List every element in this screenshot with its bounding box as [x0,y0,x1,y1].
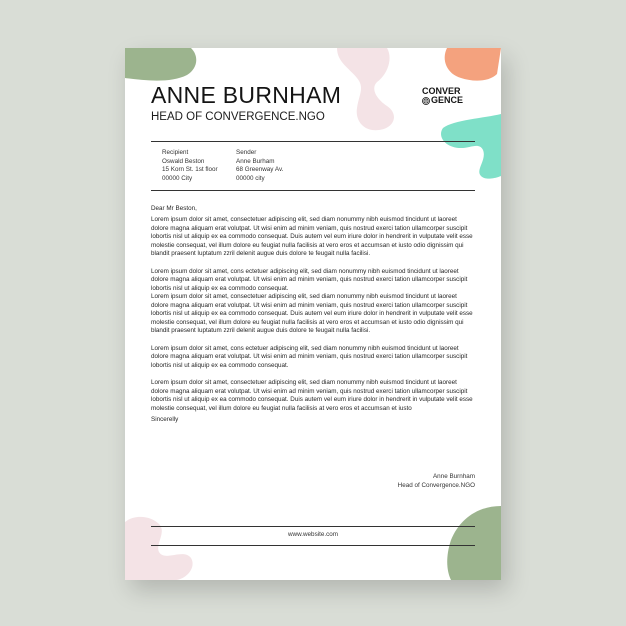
sender-street: 68 Greenway Av. [236,166,284,174]
sender-heading: Sender [236,149,257,156]
recipient-city: 00000 City [162,174,193,182]
concentric-circles-icon [422,97,430,105]
closing: Sincerelly [151,416,179,424]
sender-block [236,149,283,183]
address-rule [151,190,475,191]
greeting: Dear Mr Beston, [151,205,197,212]
convergence-logo [422,87,480,105]
logo-line-1: CONVER [422,86,461,96]
footer-website: www.website.com [287,531,339,538]
mint-squiggle-right [441,114,501,179]
sage-blob-top-left [125,48,196,81]
signature-title: Head of Convergence.NGO [397,481,475,489]
paragraph-2b: Lorem ipsum dolor sit amet, consectetuer adipiscing elit, sed diam nonummy nibh euismod tincidunt ut laoreet dolore magna aliquam erat volutpat. Ut wisi enim ad minim veniam, quis nostrud exerci tation ullamcorper suscipit lobortis nisl ut aliquip ex ea commodo consequat. Duis autem vel eum iriure dolor in hendrerit in vulputate velit esse molestie consequat, vel illum dolore eu feugiat nulla facilisis at vero eros et accumsan et iusto odio dignissim qui blandit praesent luptatum zzril delenit augue duis dolore te feugait nulla facilisi. [151,293,473,335]
paragraph-2a: Lorem ipsum dolor sit amet, cons ectetuer adipiscing elit, sed diam nonummy nibh euismod tincidunt ut laoreet dolore magna aliquam erat volutpat. Ut wisi enim ad minim veniam, quis nostrud exerci tation ullamcorper suscipit lobortis nisl ut aliquip ex ea commodo consequat. [151,267,468,292]
footer-rule-bottom [151,545,475,546]
signature-block [398,473,475,490]
paragraph-1: Lorem ipsum dolor sit amet, consectetuer adipiscing elit, sed diam nonummy nibh euismod tincidunt ut laoreet dolore magna aliquam erat volutpat. Ut wisi enim ad minim veniam, quis nostrud exerci tation ullamcorper suscipit lobortis nisl ut aliquip ex ea commodo consequat. Duis autem vel eum iriure dolor in hendrerit in vulputate velit esse molestie consequat, vel illum dolore eu feugiat nulla facilisis at vero eros et accumsan et iusto odio dignissim qui blandit praesent luptatum zzril delenit augue duis dolore te feugait nulla facilisi. [151,216,473,258]
recipient-street: 15 Korn St. 1st floor [162,166,218,174]
sender-name: Anne Burham [236,157,275,165]
recipient-heading: Recipient [162,149,189,156]
logo-line-2: GENCE [431,95,464,105]
recipient-name: Oswald Beston [162,157,205,165]
header-rule [151,141,475,142]
letterhead-page [125,48,501,580]
letter-body [151,205,475,434]
sender-city: 00000 city [236,174,265,182]
recipient-block [162,149,218,183]
signature-name: Anne Burnham [432,473,475,480]
sage-blob-bottom-right [447,506,501,580]
sender-title: HEAD OF CONVERGENCE.NGO [151,111,325,123]
paragraph-3: Lorem ipsum dolor sit amet, cons ectetuer adipiscing elit, sed diam nonummy nibh euismod tincidunt ut laoreet dolore magna aliquam erat volutpat. Ut wisi enim ad minim veniam, quis nostrud exerci tation ullamcorper suscipit lobortis nisl ut aliquip ex ea commodo consequat. [151,344,468,369]
pink-squiggle-top [337,48,394,130]
paragraph-4: Lorem ipsum dolor sit amet, consectetuer adipiscing elit, sed diam nonummy nibh euismod tincidunt ut laoreet dolore magna aliquam erat volutpat. Ut wisi enim ad minim veniam, quis nostrud exerci tation ullamcorper suscipit lobortis nisl ut aliquip ex ea commodo consequat. Duis autem vel eum iriure dolor in hendrerit in vulputate velit esse molestie consequat, vel illum dolore eu feugiat nulla facilisis at vero eros et accumsan et iusto [151,379,473,412]
footer-rule [151,526,475,527]
sender-name-heading: ANNE BURNHAM [151,82,342,108]
peach-blob-top-right [445,48,501,81]
